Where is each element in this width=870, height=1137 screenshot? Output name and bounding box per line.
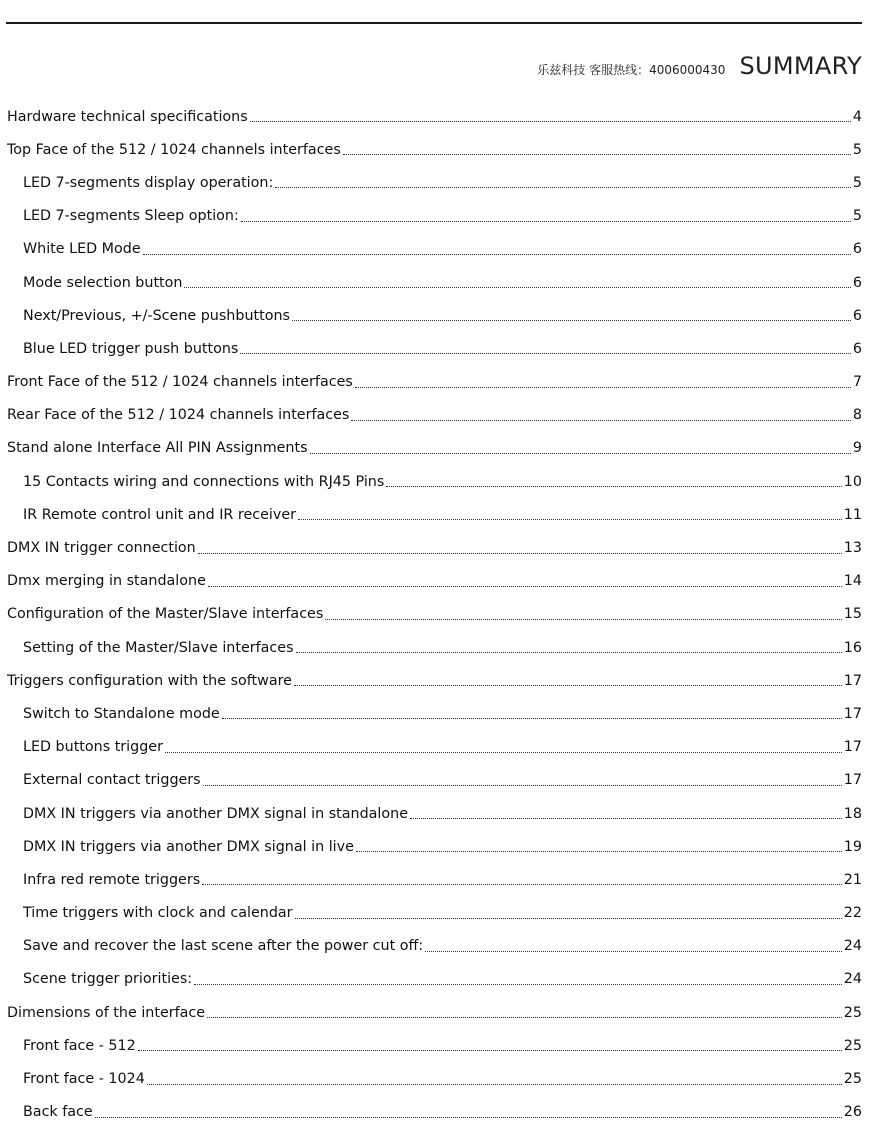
toc-entry-title: DMX IN trigger connection bbox=[7, 540, 196, 557]
toc-entry[interactable] bbox=[0, 465, 862, 498]
toc-entry[interactable] bbox=[0, 233, 862, 266]
toc-entry-page-number: 25 bbox=[843, 1037, 862, 1054]
toc-entry[interactable] bbox=[0, 897, 862, 930]
toc-entry[interactable] bbox=[0, 299, 862, 332]
toc-entry-title: Infra red remote triggers bbox=[23, 871, 201, 888]
toc-entry-page-number: 13 bbox=[843, 540, 862, 557]
toc-entry-page-number: 22 bbox=[843, 905, 862, 922]
toc-entry-page-number: 26 bbox=[843, 1104, 862, 1121]
toc-entry-page-number: 5 bbox=[852, 208, 862, 225]
hotline-text: 乐兹科技 客服热线：4006000430 bbox=[537, 63, 726, 77]
toc-dot-leader bbox=[203, 785, 842, 786]
toc-entry-page-number: 21 bbox=[843, 871, 862, 888]
toc-dot-leader bbox=[208, 586, 842, 587]
toc-entry[interactable] bbox=[0, 863, 862, 896]
toc-entry-page-number: 17 bbox=[843, 739, 862, 756]
toc-entry[interactable] bbox=[0, 830, 862, 863]
toc-dot-leader bbox=[222, 718, 842, 719]
toc-entry[interactable] bbox=[0, 1029, 862, 1062]
toc-entry-title: DMX IN triggers via another DMX signal in live bbox=[23, 838, 354, 855]
toc-entry-page-number: 24 bbox=[843, 971, 862, 988]
toc-dot-leader bbox=[410, 818, 842, 819]
toc-entry-page-number: 24 bbox=[843, 938, 862, 955]
toc-entry-page-number: 6 bbox=[852, 274, 862, 291]
toc-dot-leader bbox=[386, 486, 841, 487]
toc-entry[interactable] bbox=[0, 930, 862, 963]
toc-entry[interactable] bbox=[0, 332, 862, 365]
toc-dot-leader bbox=[295, 918, 842, 919]
toc-dot-leader bbox=[310, 453, 851, 454]
toc-entry[interactable] bbox=[0, 266, 862, 299]
toc-entry-title: DMX IN triggers via another DMX signal in standalone bbox=[23, 805, 408, 822]
toc-entry-page-number: 5 bbox=[852, 141, 862, 158]
toc-entry-page-number: 10 bbox=[843, 473, 862, 490]
toc-entry-title: Triggers configuration with the software bbox=[7, 672, 292, 689]
toc-entry[interactable] bbox=[0, 166, 862, 199]
toc-entry[interactable] bbox=[0, 996, 862, 1029]
toc-dot-leader bbox=[250, 121, 851, 122]
top-rule bbox=[6, 22, 862, 24]
toc-dot-leader bbox=[425, 951, 842, 952]
toc-entry[interactable] bbox=[0, 631, 862, 664]
toc-dot-leader bbox=[355, 387, 851, 388]
toc-entry-page-number: 19 bbox=[843, 838, 862, 855]
toc-entry-title: Setting of the Master/Slave interfaces bbox=[23, 639, 294, 656]
table-of-contents bbox=[0, 100, 862, 1129]
toc-dot-leader bbox=[147, 1084, 842, 1085]
toc-entry-title: Top Face of the 512 / 1024 channels interfaces bbox=[7, 141, 341, 158]
toc-entry-page-number: 16 bbox=[843, 639, 862, 656]
toc-entry-title: Stand alone Interface All PIN Assignments bbox=[7, 440, 308, 457]
toc-dot-leader bbox=[143, 254, 851, 255]
toc-dot-leader bbox=[240, 353, 851, 354]
toc-entry-title: LED 7-segments Sleep option: bbox=[23, 208, 239, 225]
toc-entry[interactable] bbox=[0, 1062, 862, 1095]
toc-dot-leader bbox=[198, 553, 842, 554]
toc-entry-page-number: 17 bbox=[843, 772, 862, 789]
toc-dot-leader bbox=[194, 984, 842, 985]
toc-dot-leader bbox=[275, 187, 851, 188]
toc-entry-title: White LED Mode bbox=[23, 241, 141, 258]
toc-dot-leader bbox=[165, 752, 842, 753]
toc-entry[interactable] bbox=[0, 764, 862, 797]
toc-entry-title: Back face bbox=[23, 1104, 93, 1121]
toc-entry[interactable] bbox=[0, 498, 862, 531]
toc-entry-title: Mode selection button bbox=[23, 274, 183, 291]
toc-dot-leader bbox=[95, 1117, 842, 1118]
toc-entry-title: External contact triggers bbox=[23, 772, 201, 789]
page-header bbox=[537, 52, 862, 86]
toc-entry-title: LED buttons trigger bbox=[23, 739, 163, 756]
toc-entry-page-number: 7 bbox=[852, 374, 862, 391]
toc-entry-title: Time triggers with clock and calendar bbox=[23, 905, 293, 922]
toc-entry-page-number: 17 bbox=[843, 672, 862, 689]
toc-entry-title: Switch to Standalone mode bbox=[23, 705, 220, 722]
page-title: SUMMARY bbox=[739, 52, 862, 80]
toc-entry-title: Dimensions of the interface bbox=[7, 1004, 206, 1021]
toc-entry-page-number: 5 bbox=[852, 174, 862, 191]
toc-dot-leader bbox=[292, 320, 851, 321]
toc-entry-title: Front face - 512 bbox=[23, 1037, 136, 1054]
toc-entry[interactable] bbox=[0, 100, 862, 133]
toc-entry-title: Blue LED trigger push buttons bbox=[23, 340, 239, 357]
toc-dot-leader bbox=[202, 884, 842, 885]
toc-entry-title: Front face - 1024 bbox=[23, 1071, 145, 1088]
toc-entry-title: Configuration of the Master/Slave interfaces bbox=[7, 606, 324, 623]
toc-entry[interactable] bbox=[0, 366, 862, 399]
toc-entry[interactable] bbox=[0, 531, 862, 564]
toc-entry-page-number: 18 bbox=[843, 805, 862, 822]
toc-entry-title: Front Face of the 512 / 1024 channels interfaces bbox=[7, 374, 353, 391]
toc-entry-title: Scene trigger priorities: bbox=[23, 971, 193, 988]
toc-entry-title: Rear Face of the 512 / 1024 channels interfaces bbox=[7, 407, 350, 424]
toc-entry-page-number: 6 bbox=[852, 307, 862, 324]
toc-entry[interactable] bbox=[0, 797, 862, 830]
toc-dot-leader bbox=[296, 652, 842, 653]
toc-entry-title: Hardware technical specifications bbox=[7, 108, 248, 125]
toc-entry-page-number: 4 bbox=[852, 108, 862, 125]
toc-entry[interactable] bbox=[0, 664, 862, 697]
toc-entry-page-number: 6 bbox=[852, 340, 862, 357]
toc-dot-leader bbox=[298, 519, 842, 520]
toc-entry[interactable] bbox=[0, 399, 862, 432]
toc-entry[interactable] bbox=[0, 598, 862, 631]
toc-entry[interactable] bbox=[0, 1096, 862, 1129]
toc-entry-title: Dmx merging in standalone bbox=[7, 573, 206, 590]
toc-entry-title: Next/Previous, +/-Scene pushbuttons bbox=[23, 307, 290, 324]
toc-entry-page-number: 8 bbox=[852, 407, 862, 424]
toc-dot-leader bbox=[351, 420, 851, 421]
toc-entry-page-number: 11 bbox=[843, 506, 862, 523]
toc-entry-title: IR Remote control unit and IR receiver bbox=[23, 506, 297, 523]
toc-entry[interactable] bbox=[0, 963, 862, 996]
toc-entry-page-number: 14 bbox=[843, 573, 862, 590]
toc-dot-leader bbox=[184, 287, 850, 288]
toc-entry-page-number: 15 bbox=[843, 606, 862, 623]
toc-entry-page-number: 17 bbox=[843, 705, 862, 722]
toc-entry[interactable] bbox=[0, 565, 862, 598]
toc-entry[interactable] bbox=[0, 731, 862, 764]
toc-entry-title: LED 7-segments display operation: bbox=[23, 174, 274, 191]
toc-dot-leader bbox=[207, 1017, 842, 1018]
toc-dot-leader bbox=[356, 851, 842, 852]
toc-dot-leader bbox=[343, 154, 851, 155]
toc-dot-leader bbox=[325, 619, 841, 620]
toc-dot-leader bbox=[294, 685, 842, 686]
toc-entry-page-number: 25 bbox=[843, 1004, 862, 1021]
toc-entry[interactable] bbox=[0, 432, 862, 465]
toc-dot-leader bbox=[138, 1050, 842, 1051]
toc-entry-title: Save and recover the last scene after the power cut off: bbox=[23, 938, 424, 955]
toc-dot-leader bbox=[241, 221, 851, 222]
toc-entry-title: 15 Contacts wiring and connections with RJ45 Pins bbox=[23, 473, 385, 490]
toc-entry-page-number: 9 bbox=[852, 440, 862, 457]
toc-entry-page-number: 25 bbox=[843, 1071, 862, 1088]
toc-entry[interactable] bbox=[0, 133, 862, 166]
toc-entry-page-number: 6 bbox=[852, 241, 862, 258]
toc-entry[interactable] bbox=[0, 200, 862, 233]
toc-entry[interactable] bbox=[0, 697, 862, 730]
